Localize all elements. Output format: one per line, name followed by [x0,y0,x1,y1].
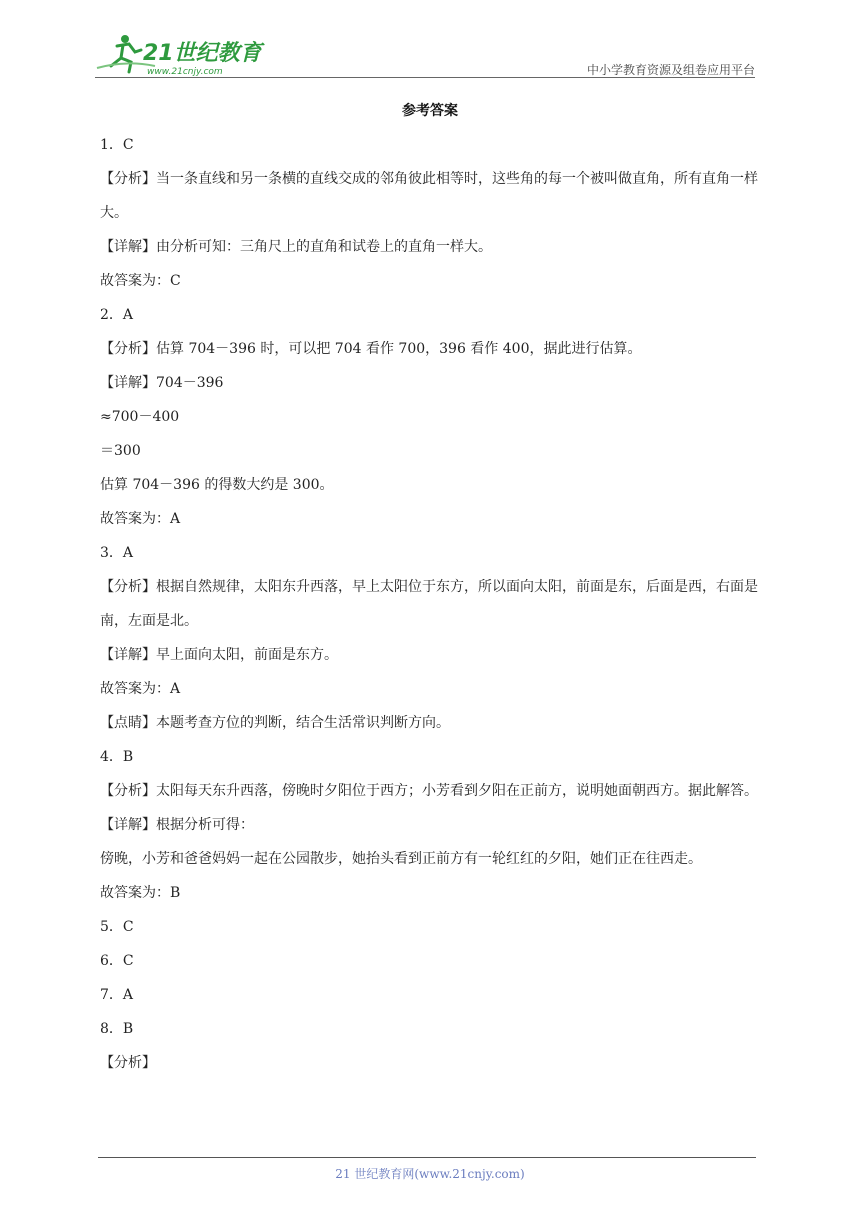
answer-number: 2．A [100,307,134,323]
answer-content [100,128,762,1080]
platform-name: 中小学教育资源及组卷应用平台 [586,63,755,77]
analysis-text: 【分析】根据自然规律，太阳东升西落，早上太阳位于东方，所以面向太阳，前面是东，后面是西，右面是南，左面是北。 [100,579,758,629]
answer-text: 故答案为：A [100,681,181,697]
svg-text:21世纪教育: 21世纪教育 [143,41,262,66]
analysis-text: 【分析】当一条直线和另一条横的直线交成的邻角彼此相等时，这些角的每一个被叫做直角，所有直角一样大。 [100,171,758,221]
analysis-text: 【分析】太阳每天东升西落，傍晚时夕阳位于西方；小芳看到夕阳在正前方，说明她面朝西方。据此解答。 [100,783,758,799]
page-header [95,30,755,78]
analysis-text: 【分析】 [100,1055,156,1071]
calc-step: ＝300 [100,443,141,459]
calc-step: ≈700－400 [100,409,180,425]
answer-number: 3．A [100,545,134,561]
detail-text: 【详解】由分析可知：三角尺上的直角和试卷上的直角一样大。 [100,239,492,255]
header-divider [95,77,755,78]
footer-source: 21 世纪教育网(www.21cnjy.com) [335,1167,525,1181]
page-title: 参考答案 [402,103,458,119]
svg-text:www.21cnjy.com: www.21cnjy.com [147,67,223,77]
analysis-text: 【分析】估算 704－396 时，可以把 704 看作 700，396 看作 400，据此进行估算。 [100,341,642,357]
answer-number: 7．A [100,987,134,1003]
logo-21cnjy [95,30,265,78]
calc-conclusion: 估算 704－396 的得数大约是 300。 [100,477,334,493]
answer-text: 故答案为：A [100,511,181,527]
detail-text: 【详解】704－396 [100,375,224,391]
detail-sentence: 傍晚，小芳和爸爸妈妈一起在公园散步，她抬头看到正前方有一轮红红的夕阳，她们正在往西走。 [100,851,702,867]
answer-number: 4．B [100,749,134,765]
answer-number: 1．C [100,137,134,153]
detail-text: 【详解】早上面向太阳，前面是东方。 [100,647,338,663]
detail-text: 【详解】根据分析可得： [100,817,254,833]
answer-text: 故答案为：B [100,885,181,901]
answer-number: 5．C [100,919,134,935]
answer-number: 8．B [100,1021,134,1037]
comment-text: 【点睛】本题考查方位的判断，结合生活常识判断方向。 [100,715,450,731]
answer-number: 6．C [100,953,134,969]
answer-text: 故答案为：C [100,273,181,289]
footer-divider [98,1157,756,1158]
